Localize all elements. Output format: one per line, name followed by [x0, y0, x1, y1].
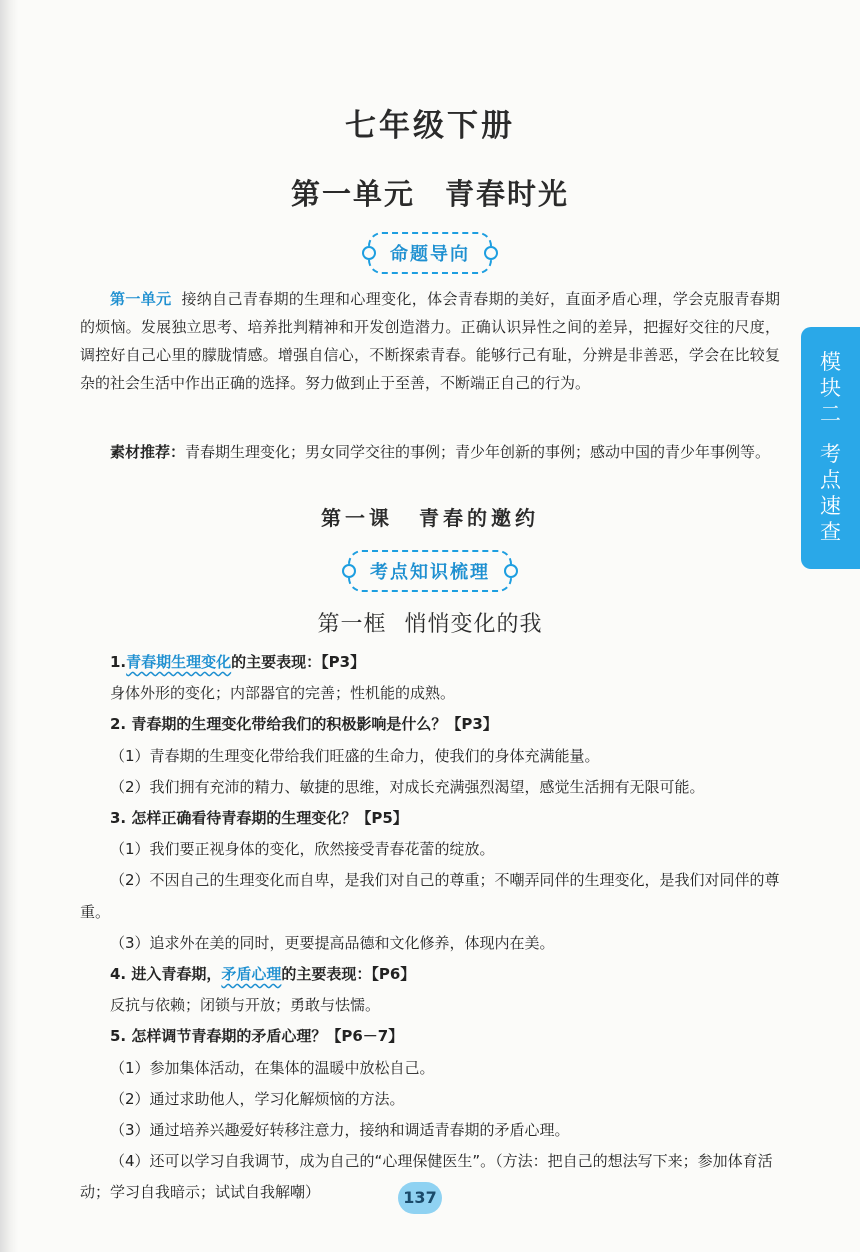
lesson-title	[0, 502, 860, 531]
frame-number: 第一框	[317, 612, 387, 637]
side-tab-module	[801, 327, 860, 569]
question-1-num: 1.	[110, 653, 127, 671]
page-number: 137	[398, 1182, 442, 1214]
question-4-rest: 的主要表现：【P6】	[281, 965, 416, 984]
side-tab-char: 查	[820, 520, 841, 544]
unit-intro	[80, 285, 780, 397]
intro-lead: 第一单元	[110, 290, 172, 308]
lesson-name: 青春的邀约	[419, 506, 539, 530]
question-1-rest: 的主要表现：【P3】	[231, 653, 366, 671]
answer-3-2: （2）不因自己的生理变化而自卑，是我们对自己的尊重；不嘲弄同伴的生理变化，是我们对同伴的尊重。	[80, 871, 780, 921]
answer-2-2: （2）我们拥有充沛的精力、敏捷的思维，对成长充满强烈渴望，感觉生活拥有无限可能。	[110, 777, 705, 796]
materials-recommendation	[80, 438, 780, 466]
side-tab-char: 速	[820, 494, 841, 518]
answer-4: 反抗与依赖；闭锁与开放；勇敢与怯懦。	[110, 996, 381, 1015]
answer-3-1: （1）我们要正视身体的变化，欣然接受青春花蕾的绽放。	[110, 840, 495, 859]
question-1-keyword: 青春期生理变化	[126, 653, 232, 671]
answer-2-1: （1）青春期的生理变化带给我们旺盛的生命力，使我们的身体充满能量。	[110, 746, 600, 765]
question-4-pre: 4. 进入青春期，	[110, 965, 222, 984]
question-4-keyword: 矛盾心理	[221, 965, 282, 984]
knowledge-points	[80, 647, 780, 1209]
badge-knowledge: 考点知识梳理	[348, 550, 512, 592]
question-3: 3. 怎样正确看待青春期的生理变化？【P5】	[110, 809, 408, 828]
unit-title	[0, 172, 860, 213]
materials-text: 青春期生理变化；男女同学交往的事例；青少年创新的事例；感动中国的青少年事例等。	[185, 443, 771, 461]
lesson-number: 第一课	[321, 506, 393, 530]
answer-5-4: （4）还可以学习自我调节，成为自己的“心理保健医生”。（方法：把自己的想法写下来；参加体育活动；学习自我暗示；试试自我解嘲）	[80, 1152, 773, 1202]
materials-label: 素材推荐：	[110, 443, 186, 461]
question-5: 5. 怎样调节青春期的矛盾心理？【P6－7】	[110, 1027, 404, 1046]
badge-guide: 命题导向	[368, 232, 492, 274]
unit-number: 第一单元	[290, 177, 415, 211]
answer-1: 身体外形的变化；内部器官的完善；性机能的成熟。	[110, 684, 456, 703]
side-tab-char: 二	[820, 402, 841, 426]
answer-5-1: （1）参加集体活动，在集体的温暖中放松自己。	[110, 1058, 435, 1077]
intro-text: 接纳自己青春期的生理和心理变化，体会青春期的美好，直面矛盾心理，学会克服青春期的烦恼。发展独立思考、培养批判精神和开发创造潜力。正确认识异性之间的差异，把握好交往的尺度，调控好自己心里的朦胧情感。增强自信心，不断探索青春。能够行己有耻，分辨是非善恶，学会在比较复杂的社会生活中作出正确的选择。努力做到止于至善，不断端正自己的行为。	[80, 290, 780, 392]
question-4	[80, 959, 780, 990]
side-tab-char: 点	[820, 468, 841, 492]
side-tab-char: 模	[820, 350, 841, 374]
frame-title	[0, 607, 860, 638]
question-1	[80, 647, 780, 678]
answer-5-2: （2）通过求助他人，学习化解烦恼的方法。	[110, 1089, 405, 1108]
answer-5-3: （3）通过培养兴趣爱好转移注意力，接纳和调适青春期的矛盾心理。	[110, 1121, 570, 1140]
side-tab-char: 考	[820, 442, 841, 466]
side-tab-char: 块	[820, 376, 841, 400]
question-2: 2. 青春期的生理变化带给我们的积极影响是什么？【P3】	[110, 715, 498, 734]
answer-3-3: （3）追求外在美的同时，更要提高品德和文化修养，体现内在美。	[110, 933, 555, 952]
book-title: 七年级下册	[345, 108, 515, 144]
unit-name: 青春时光	[445, 177, 570, 211]
frame-name: 悄悄变化的我	[404, 612, 543, 637]
